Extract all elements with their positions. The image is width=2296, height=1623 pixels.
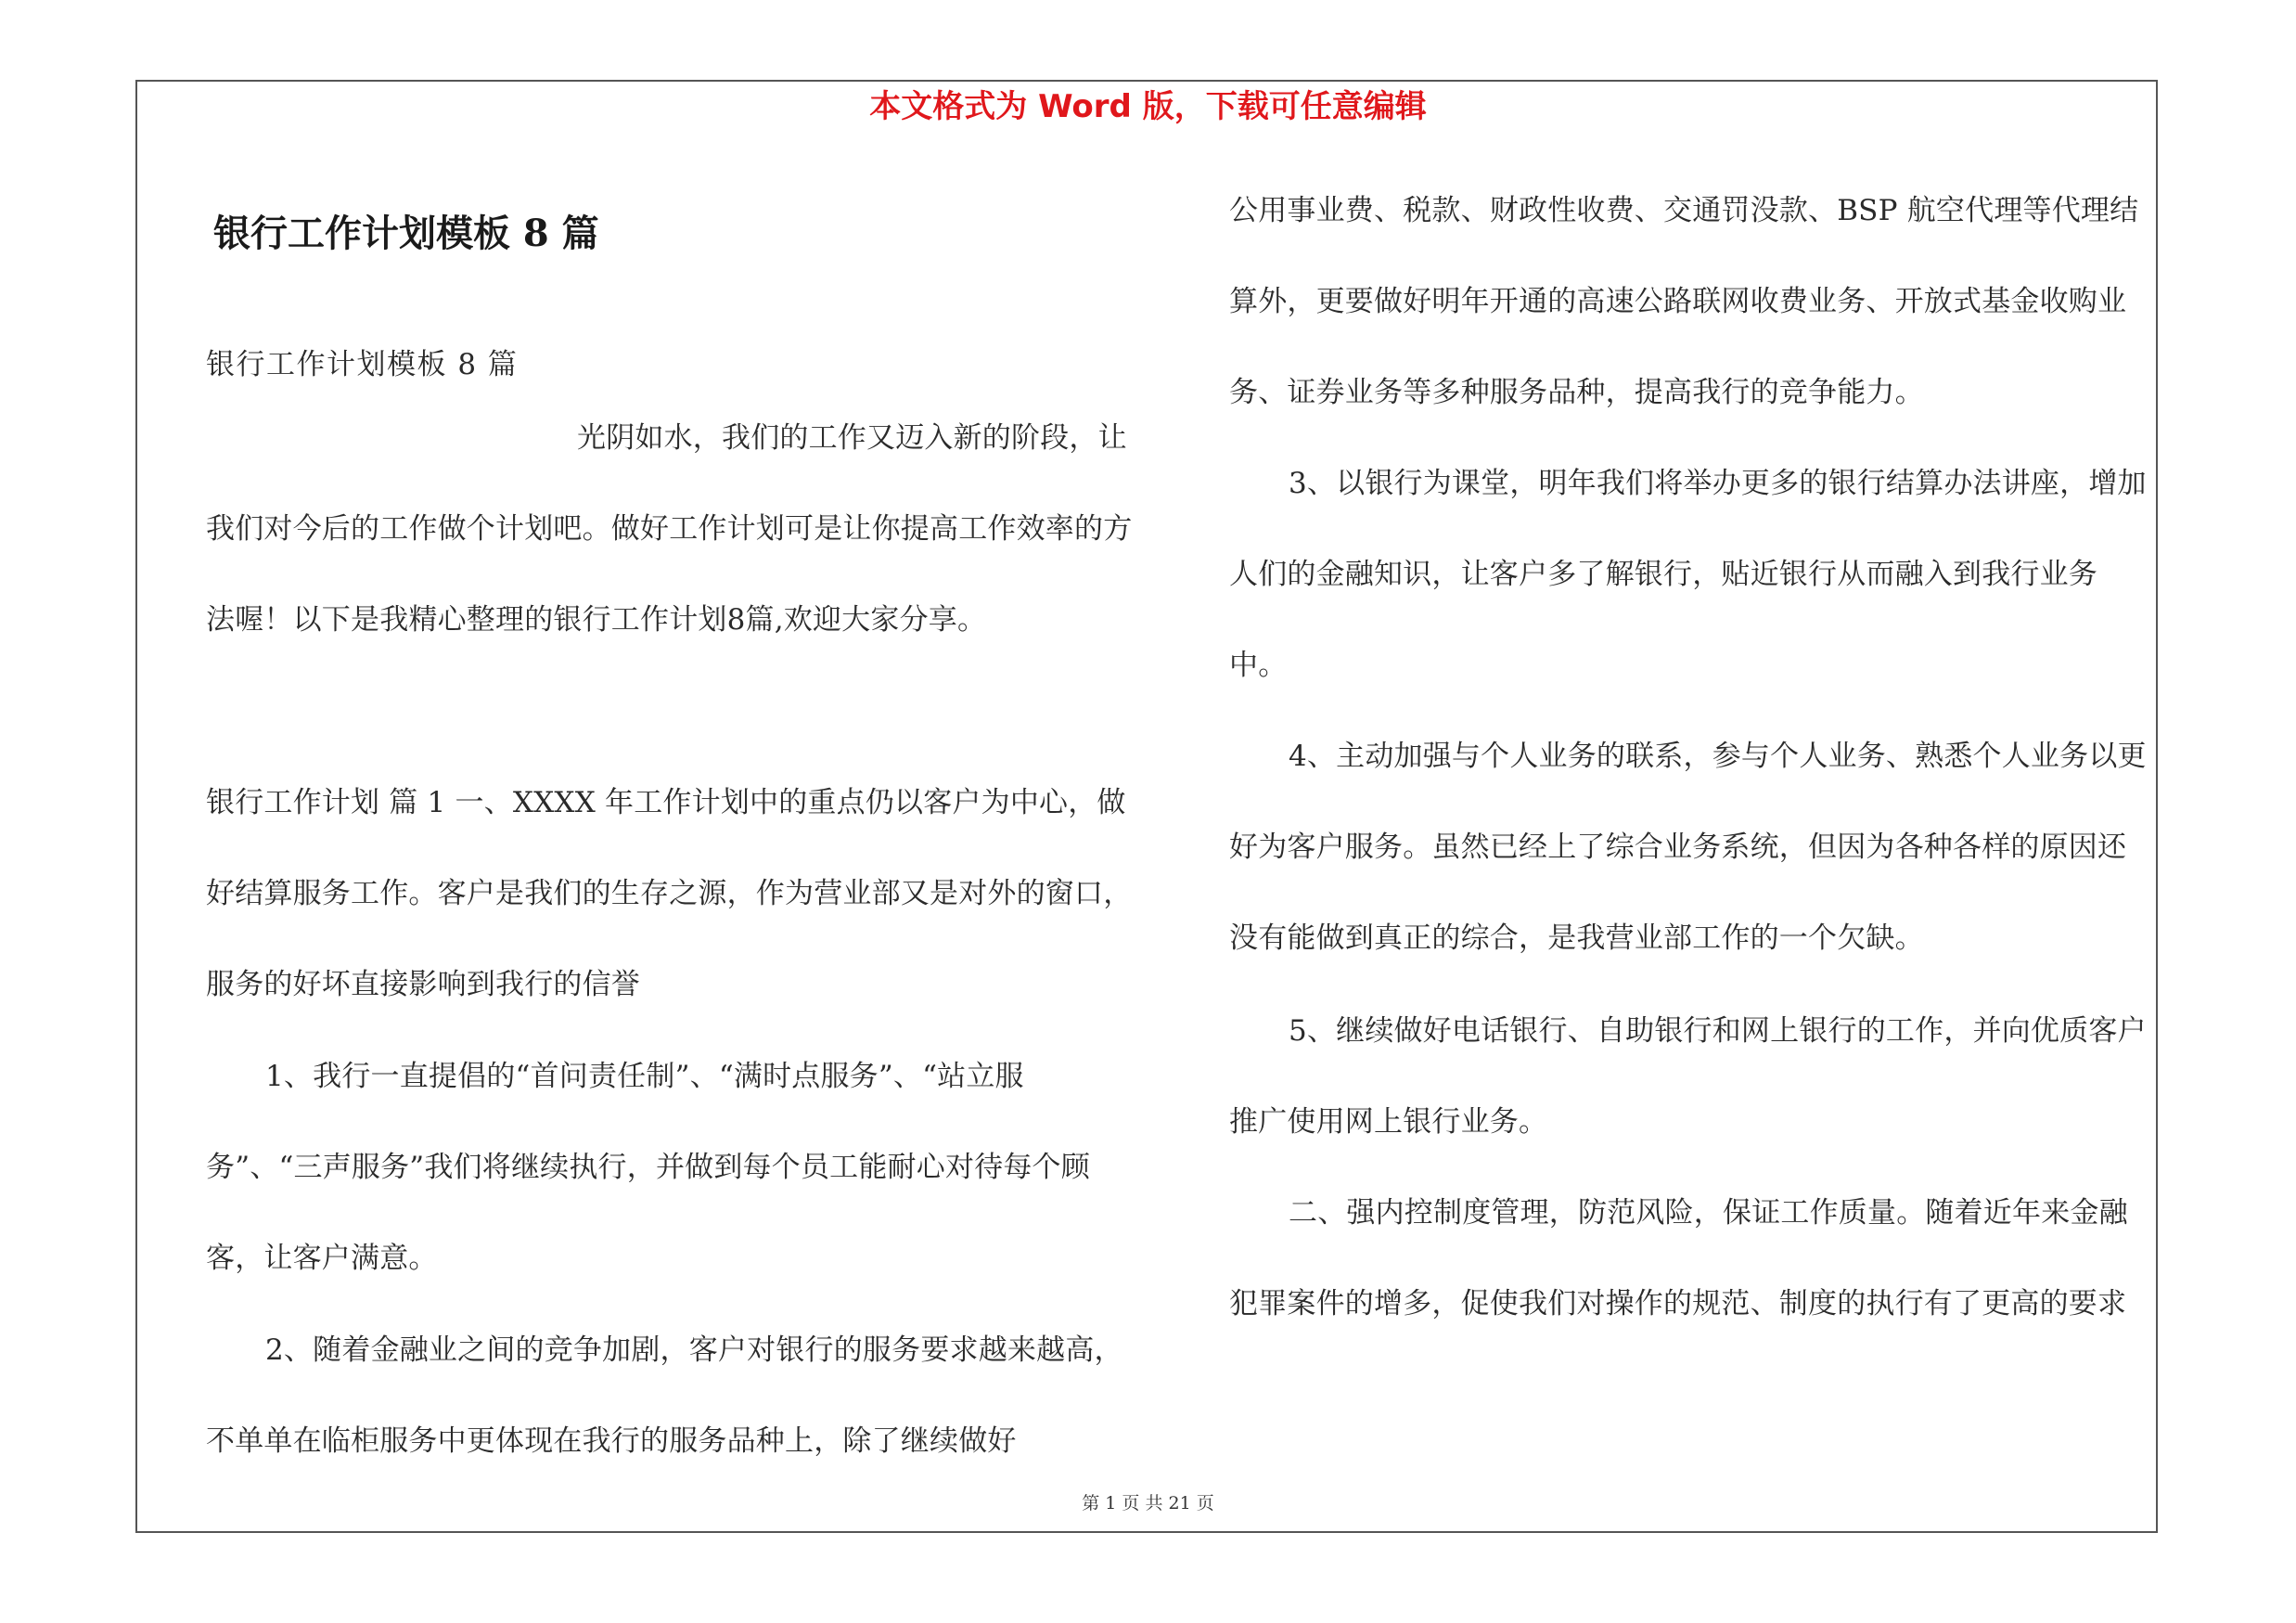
- page-number-footer: 第 1 页 共 21 页: [1082, 1493, 1214, 1514]
- item-2-paragraph: 2、随着金融业之间的竞争加剧，客户对银行的服务要求越来越高，不单单在临柜服务中更体现在我行的服务品种上，除了继续做好: [206, 1333, 1123, 1458]
- subtitle-line: 银行工作计划模板 8 篇: [206, 348, 519, 381]
- item-5-paragraph: 5、继续做好电话银行、自助银行和网上银行的工作，并向优质客户推广使用网上银行业务。: [1229, 1014, 2147, 1139]
- service-continuation-paragraph: 公用事业费、税款、财政性收费、交通罚没款、BSP 航空代理等代理结算外，更要做好明年开通的高速公路联网收费业务、开放式基金收购业务、证券业务等多种服务品种，提高我行的竞争能力。: [1229, 194, 2139, 409]
- item-1-paragraph: 1、我行一直提倡的“首问责任制”、“满时点服务”、“站立服务”、“三声服务”我们将继续执行，并做到每个员工能耐心对待每个顾客，让客户满意。: [206, 1060, 1090, 1275]
- document-title: 银行工作计划模板 8 篇: [213, 212, 599, 255]
- section-2-paragraph: 二、强内控制度管理，防范风险，保证工作质量。随着近年来金融犯罪案件的增多，促使我们对操作的规范、制度的执行有了更高的要求: [1229, 1196, 2128, 1320]
- plan-1-heading-paragraph: 银行工作计划 篇 1 一、XXXX 年工作计划中的重点仍以客户为中心，做好结算服务工作。客户是我们的生存之源，作为营业部又是对外的窗口，服务的好坏直接影响到我行的信誉: [206, 786, 1133, 1001]
- intro-paragraph: 光阴如水，我们的工作又迈入新的阶段，让我们对今后的工作做个计划吧。做好工作计划可是让你提高工作效率的方法喔！以下是我精心整理的银行工作计划8篇,欢迎大家分享。: [206, 421, 1133, 637]
- word-format-banner: 本文格式为 Word 版，下载可任意编辑: [869, 88, 1427, 125]
- item-4-paragraph: 4、主动加强与个人业务的联系，参与个人业务、熟悉个人业务以更好为客户服务。虽然已经上了综合业务系统，但因为各种各样的原因还没有能做到真正的综合，是我营业部工作的一个欠缺。: [1229, 740, 2147, 955]
- item-3-paragraph: 3、以银行为课堂，明年我们将举办更多的银行结算办法讲座，增加人们的金融知识，让客户多了解银行，贴近银行从而融入到我行业务中。: [1229, 467, 2147, 682]
